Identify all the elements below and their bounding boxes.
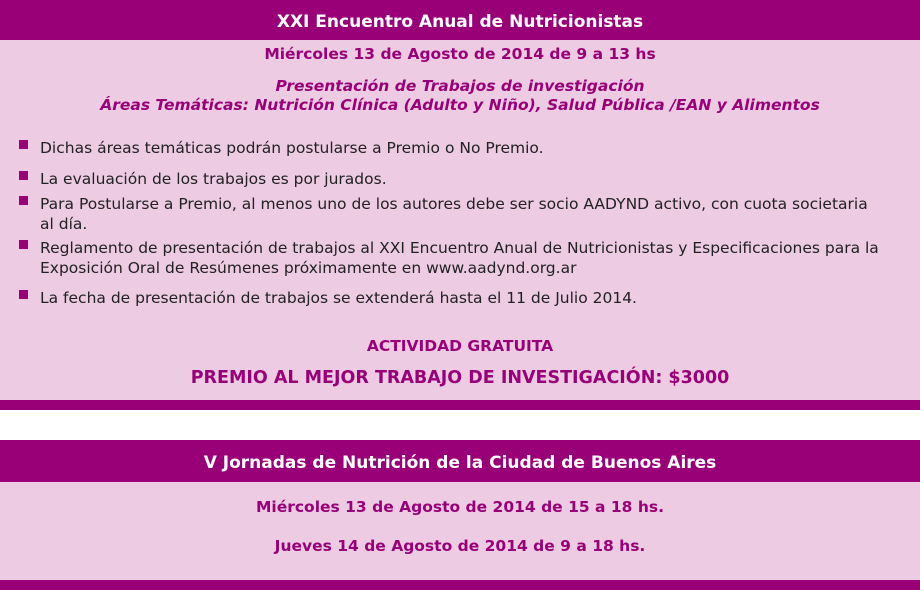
- prize-label: PREMIO AL MEJOR TRABAJO DE INVESTIGACIÓN: $3000: [190, 368, 730, 388]
- list-item-text: La evaluación de los trabajos es por jurados.: [40, 170, 387, 188]
- bullet-square-icon: [19, 240, 28, 249]
- list-item-text: La fecha de presentación de trabajos se extenderá hasta el 11 de Julio 2014.: [40, 289, 637, 307]
- event1-title: XXI Encuentro Anual de Nutricionistas: [276, 12, 644, 32]
- list-item: [40, 238, 880, 278]
- bullet-square-icon: [19, 140, 28, 149]
- activity-label: ACTIVIDAD GRATUITA: [366, 337, 554, 355]
- event1-header: [0, 0, 920, 40]
- bullet-square-icon: [19, 290, 28, 299]
- event1-subtitle-line2: Áreas Temáticas: Nutrición Clínica (Adulto y Niño), Salud Pública /EAN y Alimentos: [100, 96, 820, 114]
- list-item-text: Reglamento de presentación de trabajos al XXI Encuentro Anual de Nutricionistas y Especificaciones para la Exposición Oral de Resúmenes próximamente en www.aadynd.org.ar: [40, 239, 879, 277]
- event1-panel: [0, 40, 920, 400]
- event1-date: Miércoles 13 de Agosto de 2014 de 9 a 13 hs: [264, 45, 656, 63]
- divider-bar: [0, 400, 920, 410]
- bullet-square-icon: [19, 196, 28, 205]
- divider-bar: [0, 580, 920, 590]
- event1-subtitle-line1: Presentación de Trabajos de investigación: [275, 77, 645, 95]
- event2-header: [0, 440, 920, 482]
- list-item-text: Para Postularse a Premio, al menos uno de los autores debe ser socio AADYND activo, con cuota societaria al día.: [40, 195, 868, 233]
- bullet-square-icon: [19, 171, 28, 180]
- list-item: [40, 169, 880, 189]
- event2-date2: Jueves 14 de Agosto de 2014 de 9 a 18 hs.: [274, 537, 646, 555]
- section-gap: [0, 410, 920, 440]
- list-item: [40, 288, 880, 308]
- event2-title: V Jornadas de Nutrición de la Ciudad de Buenos Aires: [203, 453, 717, 473]
- event2-panel: [0, 482, 920, 580]
- list-item-text: Dichas áreas temáticas podrán postularse a Premio o No Premio.: [40, 139, 544, 157]
- event2-date1: Miércoles 13 de Agosto de 2014 de 15 a 18 hs.: [255, 498, 665, 516]
- list-item: [40, 194, 880, 234]
- list-item: [40, 138, 880, 158]
